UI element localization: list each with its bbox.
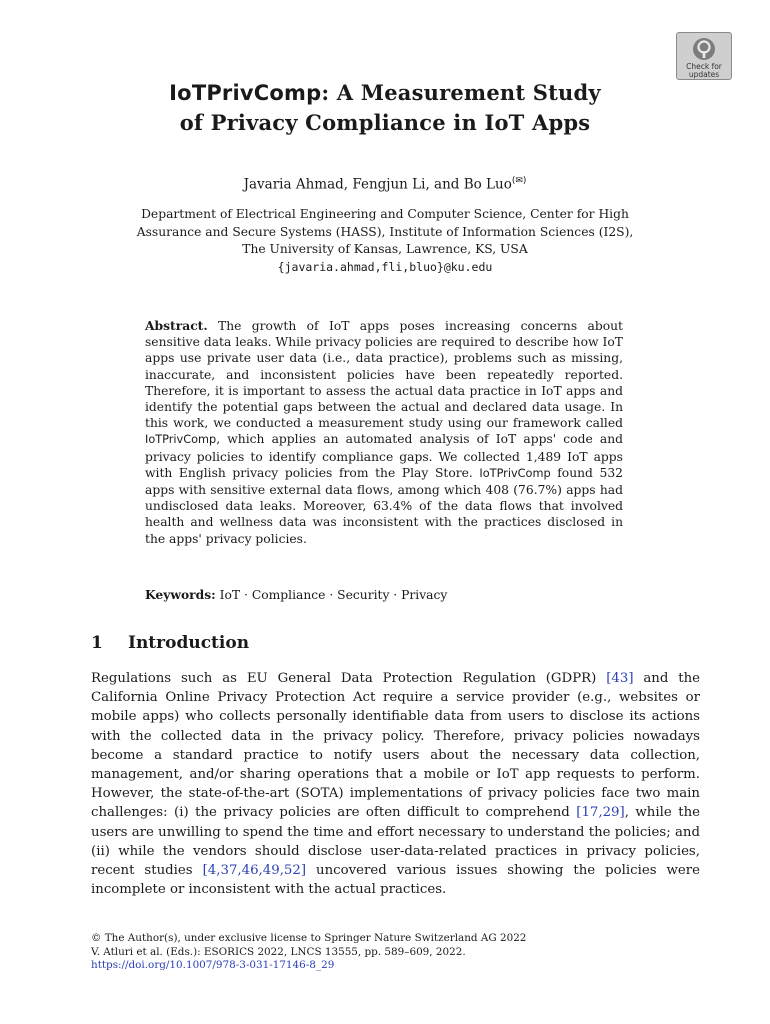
affiliation-line-3: The University of Kansas, Lawrence, KS, USA <box>242 242 528 256</box>
copyright-line: © The Author(s), under exclusive license to Springer Nature Switzerland AG 2022 <box>91 932 527 944</box>
citation-link[interactable]: [4,37,46,49,52] <box>202 863 307 879</box>
intro-text-2: and the California Online Privacy Protection Act require a service provider (e.g., websites or mobile apps) who collects personally identifiable data from users to disclose its actions with the collected data in the privacy policy. Therefore, privacy policies nowadays become a standard practice to notify users about the necessary data collection, management, and/or sharing operations that a mobile or IoT app requests to perform. However, the state-of-the-art (SOTA) implementations of privacy policies face two main challenges: (i) the privacy policies are often difficult to comprehend <box>91 671 700 821</box>
section-title: Introduction <box>128 633 250 653</box>
author-list <box>80 171 690 195</box>
check-for-updates-badge[interactable] <box>676 32 732 80</box>
introduction-paragraph <box>91 669 700 899</box>
affiliation-line-1: Department of Electrical Engineering and Computer Science, Center for High <box>141 207 629 221</box>
citation-link[interactable]: [17,29] <box>576 805 625 821</box>
section-heading <box>91 631 249 655</box>
author-emails: {javaria.ahmad,fli,bluo}@ku.edu <box>277 259 493 274</box>
authors-text: Javaria Ahmad, Fengjun Li, and Bo Luo <box>243 176 512 193</box>
keywords-label: Keywords: <box>145 587 216 602</box>
crossmark-icon <box>691 36 717 62</box>
abstract <box>145 318 623 547</box>
title-line-2: of Privacy Compliance in IoT Apps <box>179 110 591 135</box>
abstract-text-3: found 532 apps with sensitive external data flows, among which 408 (76.7%) apps had undisclosed data leaks. Moreover, 63.4% of the data flows that involved health and wellness data was inconsistent with the practices disclosed in the apps' privacy policies. <box>145 465 624 546</box>
doi-link[interactable]: https://doi.org/10.1007/978-3-031-17146-8_29 <box>91 959 335 972</box>
intro-text-4: uncovered various issues showing the policies were incomplete or inconsistent with the actual practices. <box>91 863 700 898</box>
copyright-footer <box>91 932 700 973</box>
envelope-icon[interactable]: (✉) <box>511 176 527 186</box>
citation-line: V. Atluri et al. (Eds.): ESORICS 2022, LNCS 13555, pp. 589–609, 2022. <box>91 945 466 958</box>
affiliation <box>80 206 690 276</box>
section-number: 1 <box>91 633 103 653</box>
keywords-list: IoT · Compliance · Security · Privacy <box>219 588 448 602</box>
badge-line-2: updates <box>688 70 720 79</box>
abstract-label: Abstract. <box>145 318 208 333</box>
abstract-system-name-2: IoTPrivComp <box>479 466 551 480</box>
abstract-text-2: , which applies an automated analysis of IoT apps' code and privacy policies to identify compliance gaps. We collected 1,489 IoT apps with English privacy policies from the Play Store. <box>145 432 623 480</box>
citation-link[interactable]: [43] <box>606 671 634 686</box>
keywords <box>145 586 623 604</box>
paper-title <box>80 78 690 137</box>
title-line-1 <box>80 78 690 108</box>
abstract-text-1: The growth of IoT apps poses increasing concerns about sensitive data leaks. While privacy policies are required to describe how IoT apps use private user data (i.e., data practice), problems such as missing, inaccurate, and inconsistent policies have been repeatedly reported. Therefore, it is important to assess the actual data practice in IoT apps and identify the potential gaps between the actual and declared data usage. In this work, we conducted a measurement study using our framework called <box>145 319 623 431</box>
affiliation-line-2: Assurance and Secure Systems (HASS), Institute of Information Sciences (I2S), <box>136 224 634 239</box>
title-system-name: IoTPrivComp <box>169 81 322 105</box>
intro-text-3: , while the users are unwilling to spend the time and effort necessary to understand the policies; and (ii) while the vendors should disclose user-data-related practices in privacy policies, recent studies <box>91 805 700 879</box>
title-line-1-rest: : A Measurement Study <box>321 80 601 105</box>
abstract-system-name: IoTPrivComp <box>145 433 217 447</box>
intro-text-1: Regulations such as EU General Data Protection Regulation (GDPR) <box>91 671 607 686</box>
badge-line-1: Check for <box>686 62 722 71</box>
badge-label <box>686 63 722 79</box>
